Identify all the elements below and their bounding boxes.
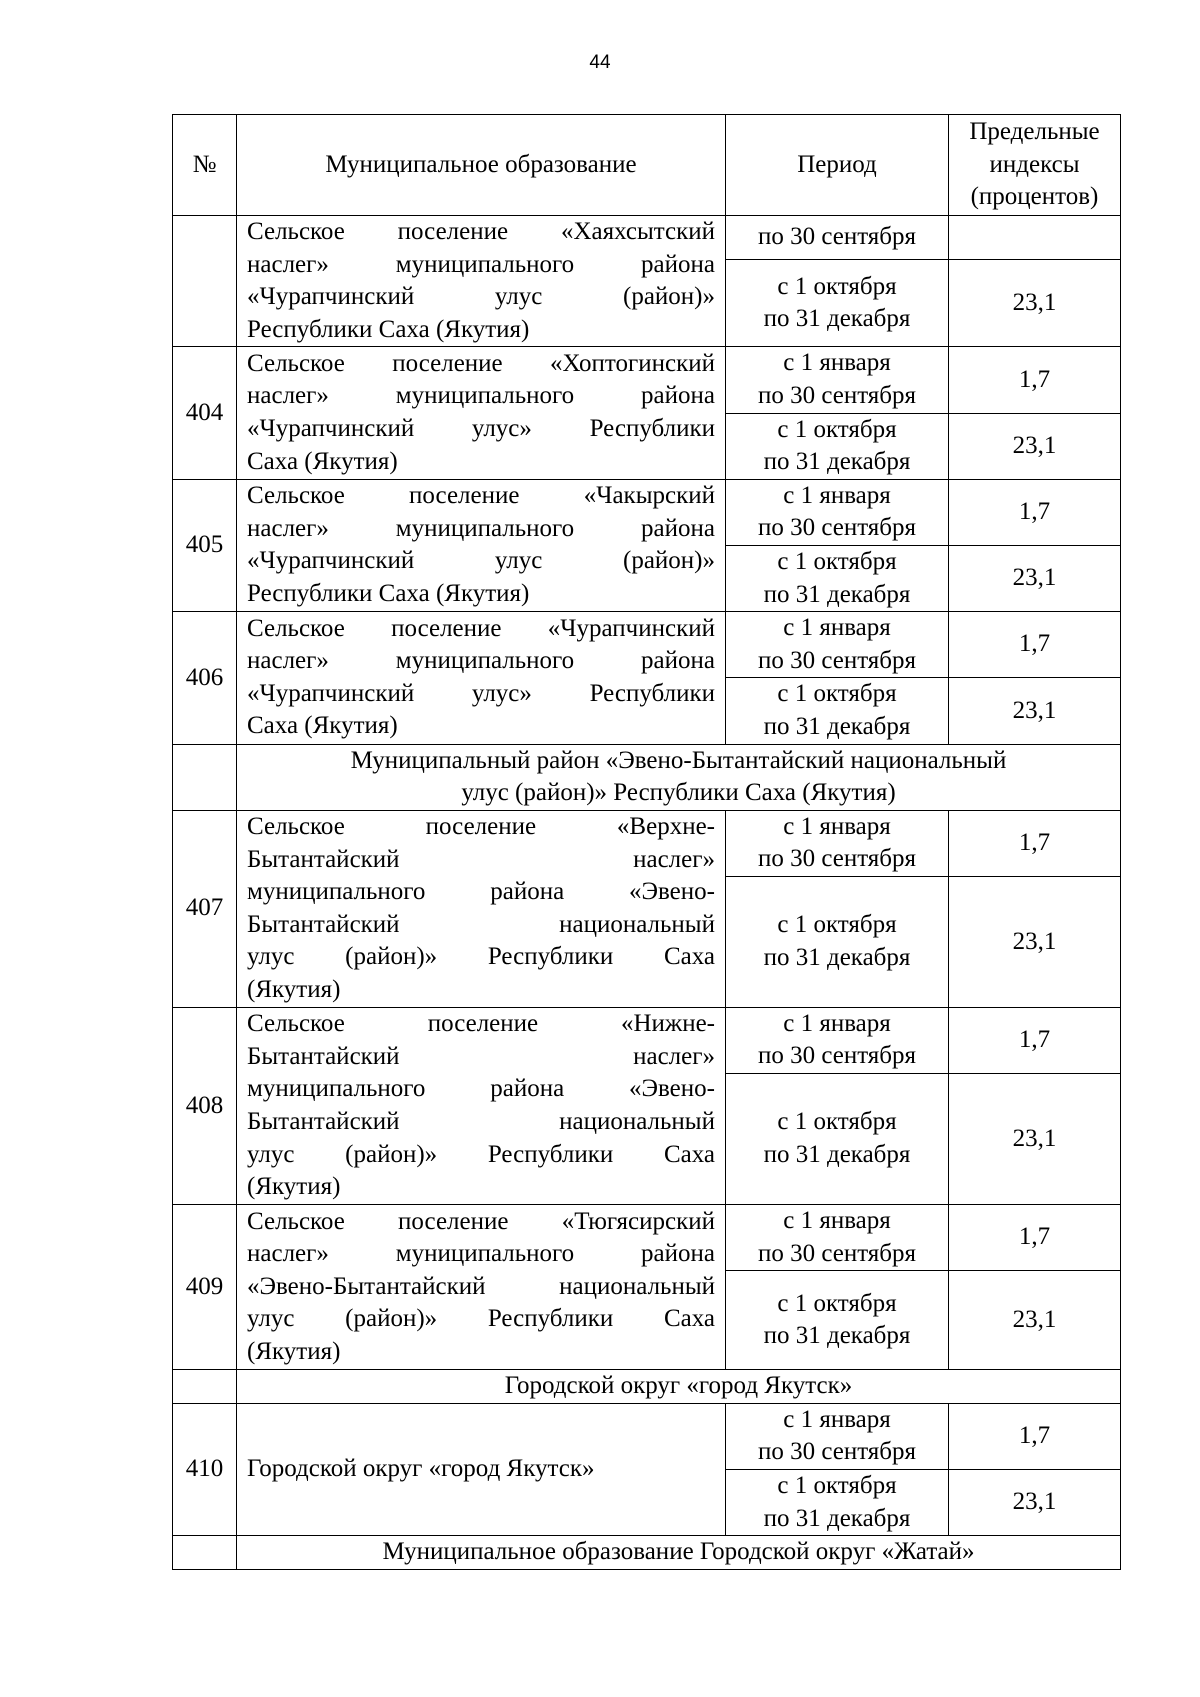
row-number: 408 — [173, 1007, 237, 1204]
municipality-name-line: Бытантайский национальный — [247, 1107, 715, 1135]
municipality-name-line: Республики Саха (Якутия) — [247, 315, 530, 343]
table-row — [173, 1403, 1121, 1469]
period-line: по 31 декабря — [763, 305, 911, 333]
period-line: по 30 сентября — [757, 1438, 917, 1466]
table-row — [173, 612, 1121, 678]
period-line: с 1 октября — [777, 1472, 897, 1500]
period-line: по 30 сентября — [757, 223, 917, 251]
header-municipality: Муниципальное образование — [237, 115, 726, 216]
period-line: с 1 января — [783, 1207, 891, 1235]
period-line: с 1 октября — [777, 1289, 897, 1317]
municipality-name-line: (Якутия) — [247, 1338, 341, 1366]
index-value: 23,1 — [949, 876, 1121, 1007]
section-title — [237, 744, 1121, 810]
header-index-line: Предельные — [969, 118, 1100, 146]
table-row — [173, 1007, 1121, 1073]
municipality-name — [237, 479, 726, 611]
row-number — [173, 216, 237, 347]
municipality-name-line: Республики Саха (Якутия) — [247, 580, 530, 608]
section-title-line: Городской округ «город Якутск» — [504, 1372, 853, 1400]
section-title-line: улус (район)» Республики Саха (Якутия) — [461, 779, 896, 807]
municipality-name-line: наслег» муниципального района — [247, 250, 715, 278]
period-line: с 1 января — [783, 614, 891, 642]
index-value — [949, 216, 1121, 260]
period-line: с 1 января — [783, 349, 891, 377]
municipality-name-line: Городской округ «город Якутск» — [247, 1455, 595, 1483]
municipality-name-line: Сельское поселение «Хоптогинский — [247, 349, 715, 377]
period-line: по 31 декабря — [763, 1504, 911, 1532]
municipality-name-line: (Якутия) — [247, 975, 341, 1003]
index-value: 1,7 — [949, 810, 1121, 876]
index-value: 1,7 — [949, 1007, 1121, 1073]
index-value: 23,1 — [949, 545, 1121, 611]
period-line: с 1 января — [783, 812, 891, 840]
section-title — [237, 1536, 1121, 1570]
municipality-name-line: Сельское поселение «Тюгясирский — [247, 1207, 715, 1235]
period-line: с 1 октября — [777, 680, 897, 708]
municipality-name-line: «Чурапчинский улус (район)» — [247, 547, 715, 575]
section-row — [173, 1370, 1121, 1404]
municipality-name — [237, 347, 726, 479]
municipality-name — [237, 1007, 726, 1204]
row-number: 409 — [173, 1205, 237, 1370]
period-line: по 31 декабря — [763, 1141, 911, 1169]
index-value: 23,1 — [949, 678, 1121, 744]
municipality-name-line: «Чурапчинский улус» Республики — [247, 679, 715, 707]
municipality-name-line: Саха (Якутия) — [247, 447, 398, 475]
period-cell — [726, 260, 949, 347]
period-line: с 1 октября — [777, 1108, 897, 1136]
municipality-name — [237, 216, 726, 347]
header-index-line: (процентов) — [970, 183, 1099, 211]
municipality-name-line: «Эвено-Бытантайский национальный — [247, 1272, 715, 1300]
row-number: 404 — [173, 347, 237, 479]
period-cell — [726, 810, 949, 876]
municipality-name-line: Сельское поселение «Нижне- — [247, 1010, 715, 1038]
period-line: с 1 октября — [777, 272, 897, 300]
index-value: 1,7 — [949, 1403, 1121, 1469]
period-line: по 31 декабря — [763, 943, 911, 971]
indices-table — [172, 114, 1121, 1570]
header-period: Период — [726, 115, 949, 216]
period-line: с 1 января — [783, 1009, 891, 1037]
index-value: 1,7 — [949, 612, 1121, 678]
municipality-name-line: Сельское поселение «Верхне- — [247, 813, 715, 840]
section-num-cell — [173, 1370, 237, 1404]
page-number: 44 — [589, 52, 611, 73]
municipality-name-line: наслег» муниципального района — [247, 382, 715, 410]
table-header-row — [173, 115, 1121, 216]
index-value: 1,7 — [949, 1205, 1121, 1271]
header-index-line: индексы — [989, 150, 1080, 178]
municipality-name — [237, 1403, 726, 1535]
period-cell — [726, 1074, 949, 1205]
table-row — [173, 1205, 1121, 1271]
municipality-name-line: Бытантайский национальный — [247, 910, 715, 938]
period-cell — [726, 413, 949, 479]
period-cell — [726, 1271, 949, 1370]
period-cell — [726, 545, 949, 611]
municipality-name-line: улус (район)» Республики Саха — [247, 1305, 715, 1333]
municipality-name-line: улус (район)» Республики Саха — [247, 1140, 715, 1168]
row-number: 405 — [173, 479, 237, 611]
section-title-line: Муниципальный район «Эвено-Бытантайский национальный — [350, 746, 1007, 774]
period-cell — [726, 1205, 949, 1271]
header-index — [949, 115, 1121, 216]
municipality-name — [237, 612, 726, 744]
period-line: по 31 декабря — [763, 580, 911, 608]
municipality-name-line: (Якутия) — [247, 1173, 341, 1201]
period-line: с 1 октября — [777, 547, 897, 575]
section-row — [173, 1536, 1121, 1570]
municipality-name-line: Бытантайский наслег» — [247, 1042, 715, 1070]
municipality-name-line: муниципального района «Эвено- — [247, 878, 715, 906]
period-line: по 30 сентября — [757, 1042, 917, 1070]
municipality-name-line: улус (район)» Республики Саха — [247, 943, 715, 971]
municipality-name — [237, 1205, 726, 1370]
index-value: 23,1 — [949, 1271, 1121, 1370]
table-row — [173, 216, 1121, 260]
period-cell — [726, 612, 949, 678]
municipality-name-line: Сельское поселение «Хаяхсытский — [247, 218, 715, 245]
section-title-line: Муниципальное образование Городской округ «Жатай» — [382, 1538, 975, 1566]
period-line: с 1 октября — [777, 415, 897, 443]
period-line: с 1 января — [783, 1405, 891, 1433]
period-cell — [726, 1403, 949, 1469]
period-line: по 31 декабря — [763, 712, 911, 740]
municipality-name-line: Бытантайский наслег» — [247, 845, 715, 873]
index-value: 1,7 — [949, 347, 1121, 413]
period-cell — [726, 876, 949, 1007]
index-value: 23,1 — [949, 413, 1121, 479]
period-cell — [726, 479, 949, 545]
period-cell — [726, 678, 949, 744]
period-line: по 31 декабря — [763, 1322, 911, 1350]
row-number: 410 — [173, 1403, 237, 1535]
municipality-name-line: Сельское поселение «Чакырский — [247, 482, 715, 510]
period-line: по 30 сентября — [757, 1239, 917, 1267]
index-value: 23,1 — [949, 1470, 1121, 1536]
period-cell — [726, 216, 949, 260]
table-row — [173, 347, 1121, 413]
municipality-name-line: муниципального района «Эвено- — [247, 1075, 715, 1103]
municipality-name-line: наслег» муниципального района — [247, 647, 715, 675]
period-cell — [726, 1007, 949, 1073]
municipality-name-line: Саха (Якутия) — [247, 712, 398, 740]
period-cell — [726, 1470, 949, 1536]
index-value: 1,7 — [949, 479, 1121, 545]
period-line: по 30 сентября — [757, 845, 917, 873]
row-number: 406 — [173, 612, 237, 744]
period-line: по 30 сентября — [757, 646, 917, 674]
table-body — [173, 216, 1121, 1570]
section-num-cell — [173, 1536, 237, 1570]
index-value: 23,1 — [949, 260, 1121, 347]
header-num: № — [173, 115, 237, 216]
period-line: с 1 октября — [777, 911, 897, 939]
municipality-name-line: наслег» муниципального района — [247, 1240, 715, 1268]
municipality-name — [237, 810, 726, 1007]
section-title — [237, 1370, 1121, 1404]
municipality-name-line: Сельское поселение «Чурапчинский — [247, 614, 715, 642]
index-value: 23,1 — [949, 1074, 1121, 1205]
section-row — [173, 744, 1121, 810]
table-row — [173, 810, 1121, 876]
period-cell — [726, 347, 949, 413]
period-line: с 1 января — [783, 481, 891, 509]
period-line: по 30 сентября — [757, 381, 917, 409]
municipality-name-line: «Чурапчинский улус» Республики — [247, 415, 715, 443]
period-line: по 31 декабря — [763, 448, 911, 476]
row-number: 407 — [173, 810, 237, 1007]
section-num-cell — [173, 744, 237, 810]
table-row — [173, 479, 1121, 545]
municipality-name-line: наслег» муниципального района — [247, 514, 715, 542]
municipality-name-line: «Чурапчинский улус (район)» — [247, 283, 715, 311]
period-line: по 30 сентября — [757, 514, 917, 542]
